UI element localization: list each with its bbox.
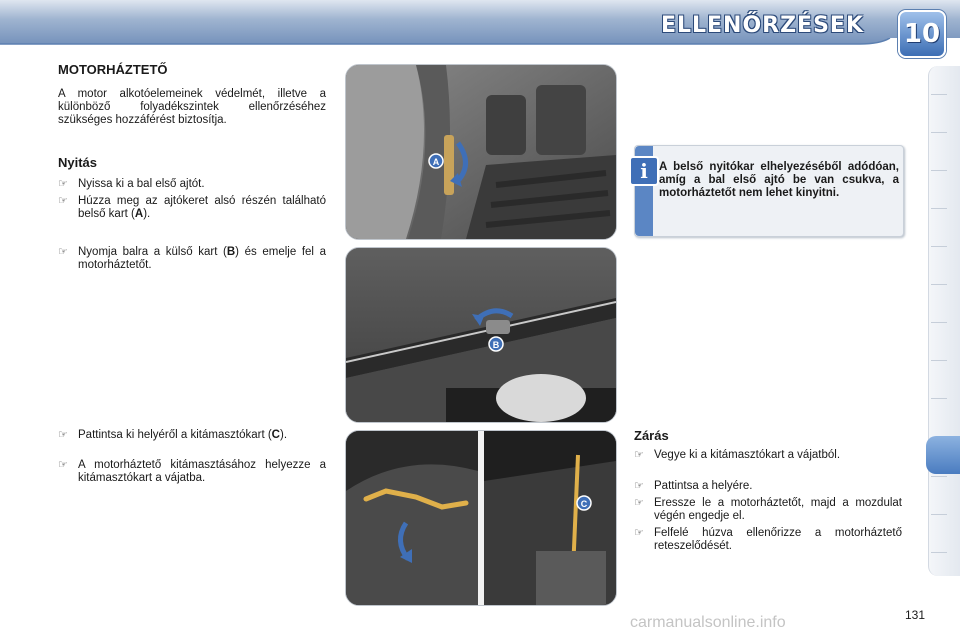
tab-divider: [931, 94, 947, 95]
chapter-tabs: [928, 66, 960, 576]
exterior-catch-illustration: [346, 248, 616, 422]
pointing-hand-icon: ☞: [58, 178, 68, 190]
chapter-number-badge: 10: [898, 10, 946, 58]
pointing-hand-icon: ☞: [634, 480, 644, 492]
tab-divider: [931, 552, 947, 553]
closing-heading: Zárás: [634, 428, 669, 443]
pointing-hand-icon: ☞: [634, 527, 644, 539]
photo-prop-rod: [345, 430, 617, 606]
header-banner: [0, 0, 960, 48]
interior-lever-illustration: [346, 65, 616, 239]
callout-label-a: A: [432, 157, 440, 167]
callout-label-b: B: [492, 340, 500, 350]
prop-rod-illustration: [346, 431, 616, 605]
pointing-hand-icon: ☞: [58, 246, 68, 258]
watermark: carmanualsonline.info: [630, 614, 786, 631]
opening-heading: Nyitás: [58, 155, 98, 170]
intro-paragraph: A motor alkotóelemeinek védelmét, illetve a különböző folyadékszintek ellenőrzéséhez szükséges hozzáférést biztosítja.: [58, 88, 326, 126]
active-chapter-tab[interactable]: [926, 436, 960, 474]
opening-step-2: ☞ Húzza meg az ajtókeret alsó részén található belső kart (A).: [58, 195, 326, 220]
banner-swoosh: [0, 38, 960, 52]
tab-divider: [931, 170, 947, 171]
chapter-title: ELLENŐRZÉSEK: [660, 13, 864, 38]
tab-divider: [931, 476, 947, 477]
closing-step-3: ☞ Eressze le a motorháztetőt, majd a mozdulat végén engedje el.: [634, 497, 902, 522]
tab-divider: [931, 284, 947, 285]
opening-step-4: ☞ Pattintsa ki helyéről a kitámasztókart (C).: [58, 429, 288, 441]
info-note: [634, 145, 904, 237]
tab-divider: [931, 360, 947, 361]
closing-step-2: ☞ Pattintsa a helyére.: [634, 480, 753, 492]
closing-step-1: ☞ Vegye ki a kitámasztókart a vájatból.: [634, 449, 841, 461]
tab-divider: [931, 246, 947, 247]
tab-divider: [931, 398, 947, 399]
opening-step-3: ☞ Nyomja balra a külső kart (B) és emelje fel a motorháztetőt.: [58, 246, 326, 271]
tab-divider: [931, 132, 947, 133]
pointing-hand-icon: ☞: [58, 429, 68, 441]
info-text: A belső nyitókar elhelyezéséből adódóan, amíg a bal első ajtó be van csukva, a motorháztetőt nem lehet kinyitni.: [659, 161, 899, 199]
tab-divider: [931, 514, 947, 515]
opening-step-1: ☞ Nyissa ki a bal első ajtót.: [58, 178, 205, 190]
tab-divider: [931, 208, 947, 209]
callout-label-c: C: [580, 499, 588, 509]
info-icon: i: [629, 156, 659, 186]
pointing-hand-icon: ☞: [58, 459, 68, 471]
pointing-hand-icon: ☞: [634, 449, 644, 461]
tab-divider: [931, 322, 947, 323]
opening-step-5: ☞ A motorháztető kitámasztásához helyezze a kitámasztókart a vájatba.: [58, 459, 326, 484]
pointing-hand-icon: ☞: [58, 195, 68, 207]
section-title: MOTORHÁZTETŐ: [58, 62, 168, 77]
page-number: 131: [905, 608, 926, 622]
photo-exterior-catch: [345, 247, 617, 423]
photo-interior-lever: [345, 64, 617, 240]
pointing-hand-icon: ☞: [634, 497, 644, 509]
closing-step-4: ☞ Felfelé húzva ellenőrizze a motorháztető reteszelődését.: [634, 527, 902, 552]
